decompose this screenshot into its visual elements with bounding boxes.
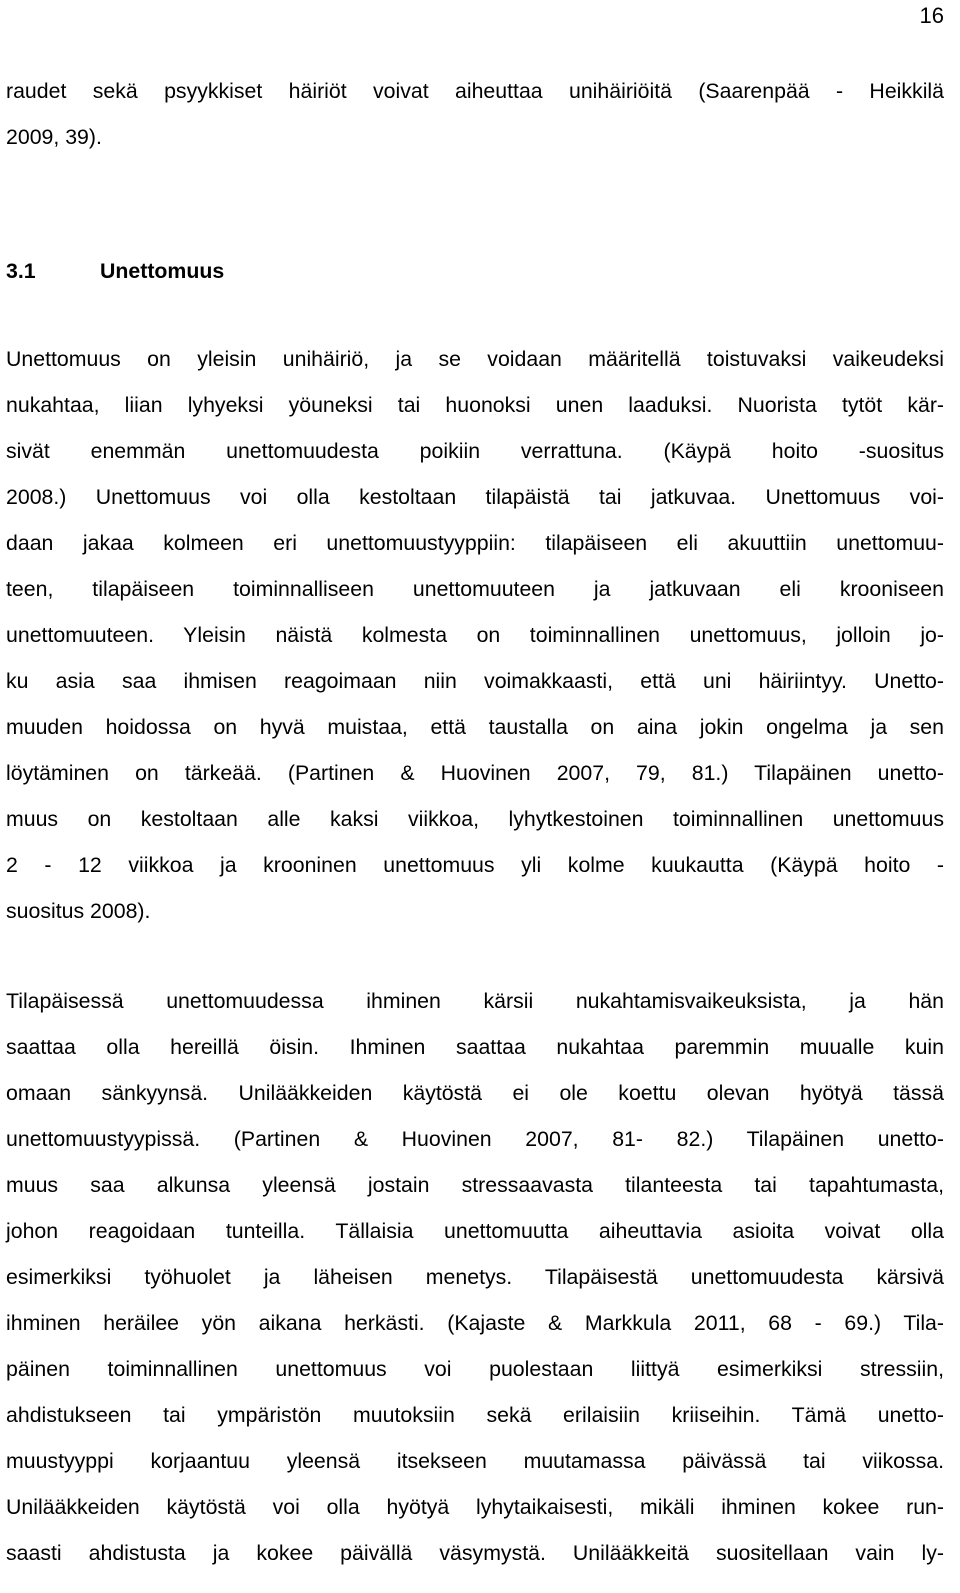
text-line: muus on kestoltaan alle kaksi viikkoa, lyhytkestoinen toiminnallinen unettomuus [6, 807, 944, 831]
text-line: teen, tilapäiseen toiminnalliseen unettomuuteen ja jatkuvaan eli krooniseen [6, 577, 944, 601]
text-line: 2 - 12 viikkoa ja krooninen unettomuus yli kolme kuukautta (Käypä hoito - [6, 853, 944, 877]
text-line: johon reagoidaan tunteilla. Tällaisia unettomuutta aiheuttavia asioita voivat olla [6, 1219, 944, 1243]
section-number: 3.1 [6, 259, 36, 283]
text-line: Unilääkkeiden käytöstä voi olla hyötyä lyhytaikaisesti, mikäli ihminen kokee run- [6, 1495, 944, 1519]
text-line: Unettomuus on yleisin unihäiriö, ja se voidaan määritellä toistuvaksi vaikeudeksi [6, 347, 944, 371]
text-line: omaan sänkyynsä. Unilääkkeiden käytöstä ei ole koettu olevan hyötyä tässä [6, 1081, 944, 1105]
text-line: saasti ahdistusta ja kokee päivällä väsymystä. Unilääkkeitä suositellaan vain ly- [6, 1541, 944, 1565]
text-line: muus saa alkunsa yleensä jostain stressaavasta tilanteesta tai tapahtumasta, [6, 1173, 944, 1197]
text-line: päinen toiminnallinen unettomuus voi puolestaan liittyä esimerkiksi stressiin, [6, 1357, 944, 1381]
text-line: daan jakaa kolmeen eri unettomuustyyppiin: tilapäiseen eli akuuttiin unettomuu- [6, 531, 944, 555]
section-heading [6, 256, 224, 286]
text-line: unettomuustyypissä. (Partinen & Huovinen 2007, 81- 82.) Tilapäinen unetto- [6, 1127, 944, 1151]
text-line: esimerkiksi työhuolet ja läheisen menetys. Tilapäisestä unettomuudesta kärsivä [6, 1265, 944, 1289]
text-line: muustyyppi korjaantuu yleensä itsekseen muutamassa päivässä tai viikossa. [6, 1449, 944, 1473]
text-line: ihminen heräilee yön aikana herkästi. (Kajaste & Markkula 2011, 68 - 69.) Tila- [6, 1311, 944, 1335]
text-line: 2009, 39). [6, 125, 102, 149]
page-number: 16 [919, 3, 944, 28]
text-line: raudet sekä psyykkiset häiriöt voivat aiheuttaa unihäiriöitä (Saarenpää - Heikkilä [6, 79, 944, 103]
text-line: sivät enemmän unettomuudesta poikiin verrattuna. (Käypä hoito -suositus [6, 439, 944, 463]
text-line: suositus 2008). [6, 899, 151, 923]
text-line: muuden hoidossa on hyvä muistaa, että taustalla on aina jokin ongelma ja sen [6, 715, 944, 739]
text-line: ku asia saa ihmisen reagoimaan niin voimakkaasti, että uni häiriintyy. Unetto- [6, 669, 944, 693]
text-line: saattaa olla hereillä öisin. Ihminen saattaa nukahtaa paremmin muualle kuin [6, 1035, 944, 1059]
text-line: ahdistukseen tai ympäristön muutoksiin sekä erilaisiin kriiseihin. Tämä unetto- [6, 1403, 944, 1427]
text-line: löytäminen on tärkeää. (Partinen & Huovinen 2007, 79, 81.) Tilapäinen unetto- [6, 761, 944, 785]
section-title: Unettomuus [100, 259, 225, 283]
text-line: 2008.) Unettomuus voi olla kestoltaan tilapäistä tai jatkuvaa. Unettomuus voi- [6, 485, 944, 509]
text-line: unettomuuteen. Yleisin näistä kolmesta on toiminnallinen unettomuus, jolloin jo- [6, 623, 944, 647]
text-line: Tilapäisessä unettomuudessa ihminen kärsii nukahtamisvaikeuksista, ja hän [6, 989, 944, 1013]
text-line: nukahtaa, liian lyhyeksi yöuneksi tai huonoksi unen laaduksi. Nuorista tytöt kär- [6, 393, 944, 417]
